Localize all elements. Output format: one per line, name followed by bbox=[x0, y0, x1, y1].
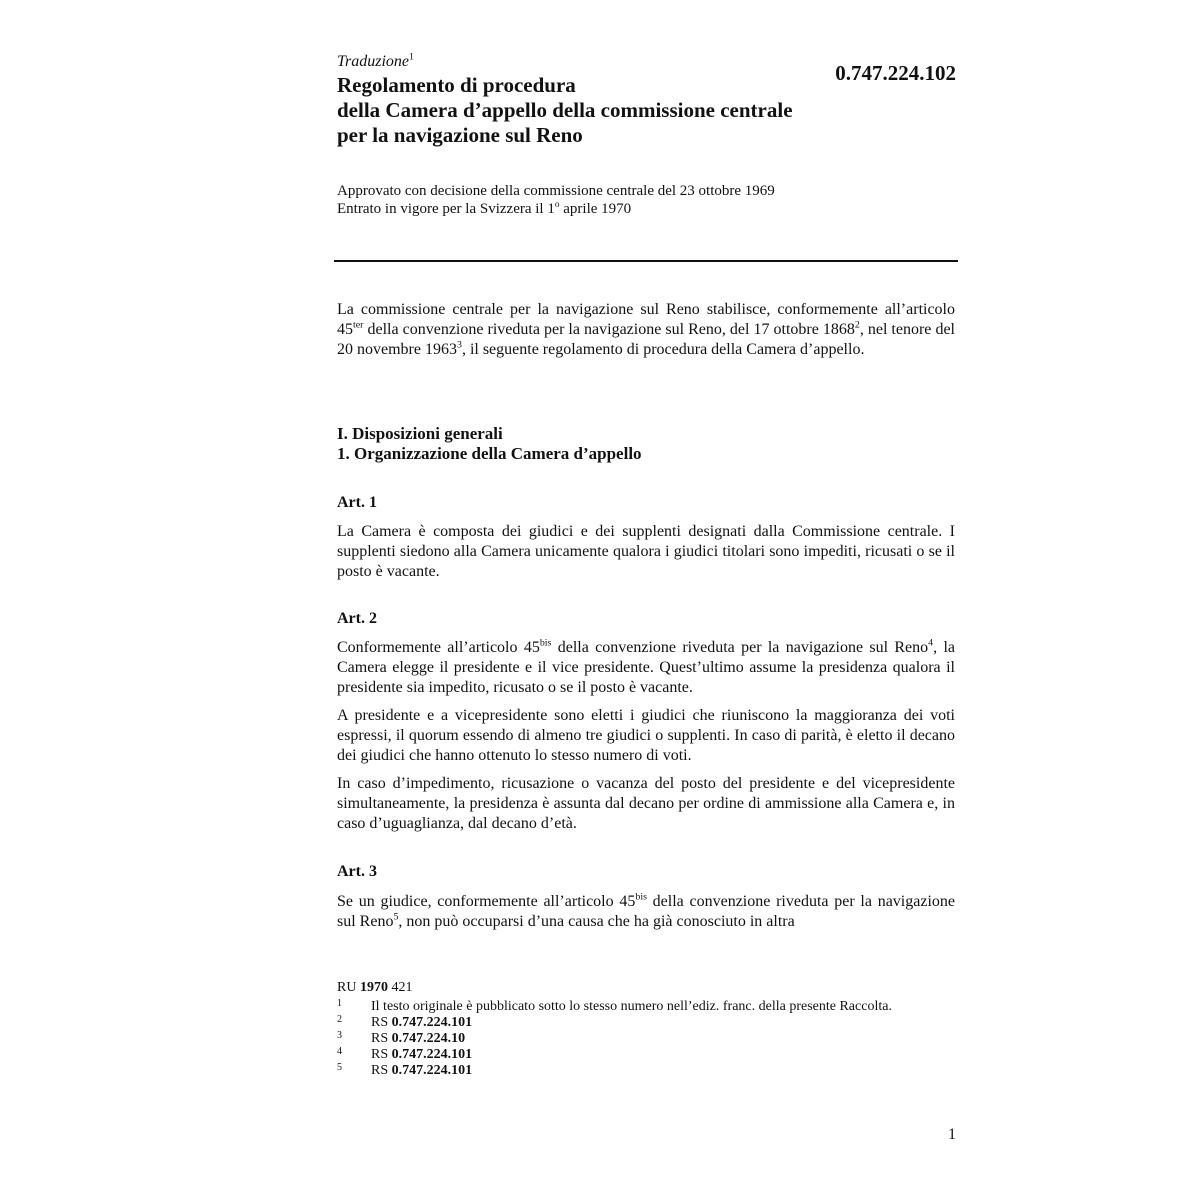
footnote-marker[interactable]: 4 bbox=[928, 637, 934, 649]
approval-info bbox=[337, 182, 775, 218]
header-divider bbox=[334, 260, 958, 262]
article-2-paragraph-1: Conformemente all’articolo $45^{bis}$ della convenzione riveduta per la navigazione sul Reno$^4$, la Camera elegge il presidente e il vice presidente. Quest’ultimo assume la presidenza qualora il presidente sia impedito, ricusato o se il posto è vacante. bbox=[337, 637, 956, 696]
official-collection-reference: RU 1970 421 bbox=[337, 980, 413, 995]
article-3-paragraph-1: Se un giudice, conformemente all’articolo $45^{bis}$ della convenzione riveduta per la navigazione sul Reno$^5$, non può occuparsi d’una causa che ha già conosciuto in altra bbox=[337, 891, 956, 930]
footnote: 2 RS 0.747.224.101 bbox=[337, 1014, 473, 1030]
article-2-title: Art. 2 bbox=[337, 610, 377, 627]
document-number: 0.747.224.102 bbox=[835, 61, 956, 85]
section-heading: I. Disposizioni generali bbox=[337, 424, 503, 443]
preamble: La commissione centrale per la navigazione sul Reno stabilisce, conformemente all’articolo $45^{ter}$ della convenzione riveduta per la navigazione sul Reno, del 17 ottobre 1868$^2$, nel tenore del 20 novembre 1963$^3$, il seguente regolamento di procedura della Camera d’appello. bbox=[337, 301, 955, 358]
title-line: per la navigazione sul Reno bbox=[337, 123, 583, 147]
footnote: 4 RS 0.747.224.101 bbox=[337, 1046, 473, 1062]
title-line: Regolamento di procedura bbox=[337, 73, 576, 97]
entry-into-force: Entrato in vigore per la Svizzera il 1$^o$ aprile 1970 bbox=[337, 200, 632, 217]
footnotes bbox=[337, 999, 955, 1079]
footnote: 5 RS 0.747.224.101 bbox=[337, 1062, 473, 1078]
article-2-paragraph-3: In caso d’impedimento, ricusazione o vacanza del posto del presidente e del vicepresidente simultaneamente, la presidenza è assunta dal decano per ordine di ammissione alla Camera e, in caso d’uguaglianza, dal decano d’età. bbox=[337, 775, 955, 832]
footnote-marker[interactable]: 2 bbox=[854, 319, 860, 331]
footnote-marker[interactable]: 1 bbox=[409, 51, 414, 63]
footnote-marker[interactable]: 5 bbox=[393, 911, 399, 923]
translation-note bbox=[337, 52, 414, 72]
article-1-title: Art. 1 bbox=[337, 494, 377, 511]
document-title bbox=[337, 73, 897, 148]
article-2-paragraph-2: A presidente e a vicepresidente sono eletti i giudici che riuniscono la maggioranza dei voti espressi, il quorum essendo di almeno tre giudici o supplenti. In caso di parità, è eletto il decano dei giudici che hanno ottenuto lo stesso numero di voti. bbox=[337, 707, 955, 764]
translation-label: Traduzione bbox=[337, 53, 410, 70]
subsection-heading: 1. Organizzazione della Camera d’appello bbox=[337, 444, 642, 463]
approval-date: Approvato con decisione della commissione centrale del 23 ottobre 1969 bbox=[337, 183, 775, 199]
footnote: 3 RS 0.747.224.10 bbox=[337, 1030, 466, 1046]
article-1-text: La Camera è composta dei giudici e dei supplenti designati dalla Commissione centrale. I supplenti siedono alla Camera unicamente qualora i giudici titolari sono impediti, ricusati o se il posto è vacante. bbox=[337, 523, 955, 580]
footnote: 1 Il testo originale è pubblicato sotto lo stesso numero nell’ediz. franc. della presente Raccolta. bbox=[337, 998, 892, 1014]
page-number: 1 bbox=[948, 1126, 956, 1143]
article-3-title: Art. 3 bbox=[337, 863, 377, 880]
footnote-marker[interactable]: 3 bbox=[456, 339, 462, 351]
title-line: della Camera d’appello della commissione centrale bbox=[337, 98, 793, 122]
